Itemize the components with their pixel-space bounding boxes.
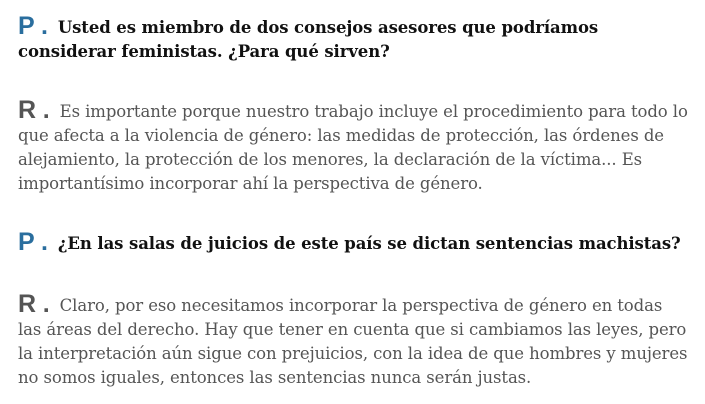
question-marker: P . <box>18 12 48 40</box>
answer-1 <box>18 98 688 196</box>
answer-text: Claro, por eso necesitamos incorporar la perspectiva de género en todas las áreas del derecho. Hay que tener en cuenta que si cambiamos las leyes, pero la interpretación aún sigue con prejuicios, con la idea de que hombres y mujeres no somos iguales, entonces las sentencias nunca serán justas. <box>18 296 688 387</box>
answer-text: Es importante porque nuestro trabajo incluye el procedimiento para todo lo que afecta a la violencia de género: las medidas de protección, las órdenes de alejamiento, la protección de los menores, la declaración de la víctima... Es importantísimo incorporar ahí la perspectiva de género. <box>18 102 688 193</box>
question-text: ¿En las salas de juicios de este país se dictan sentencias machistas? <box>57 234 681 253</box>
question-2 <box>18 230 688 256</box>
answer-marker: R . <box>18 96 50 124</box>
question-marker: P . <box>18 228 48 256</box>
interview-article <box>18 14 688 390</box>
question-1 <box>18 14 688 64</box>
answer-marker: R . <box>18 290 50 318</box>
question-text: Usted es miembro de dos consejos asesores que podríamos considerar feministas. ¿Para qué sirven? <box>18 18 599 61</box>
answer-2 <box>18 292 688 390</box>
